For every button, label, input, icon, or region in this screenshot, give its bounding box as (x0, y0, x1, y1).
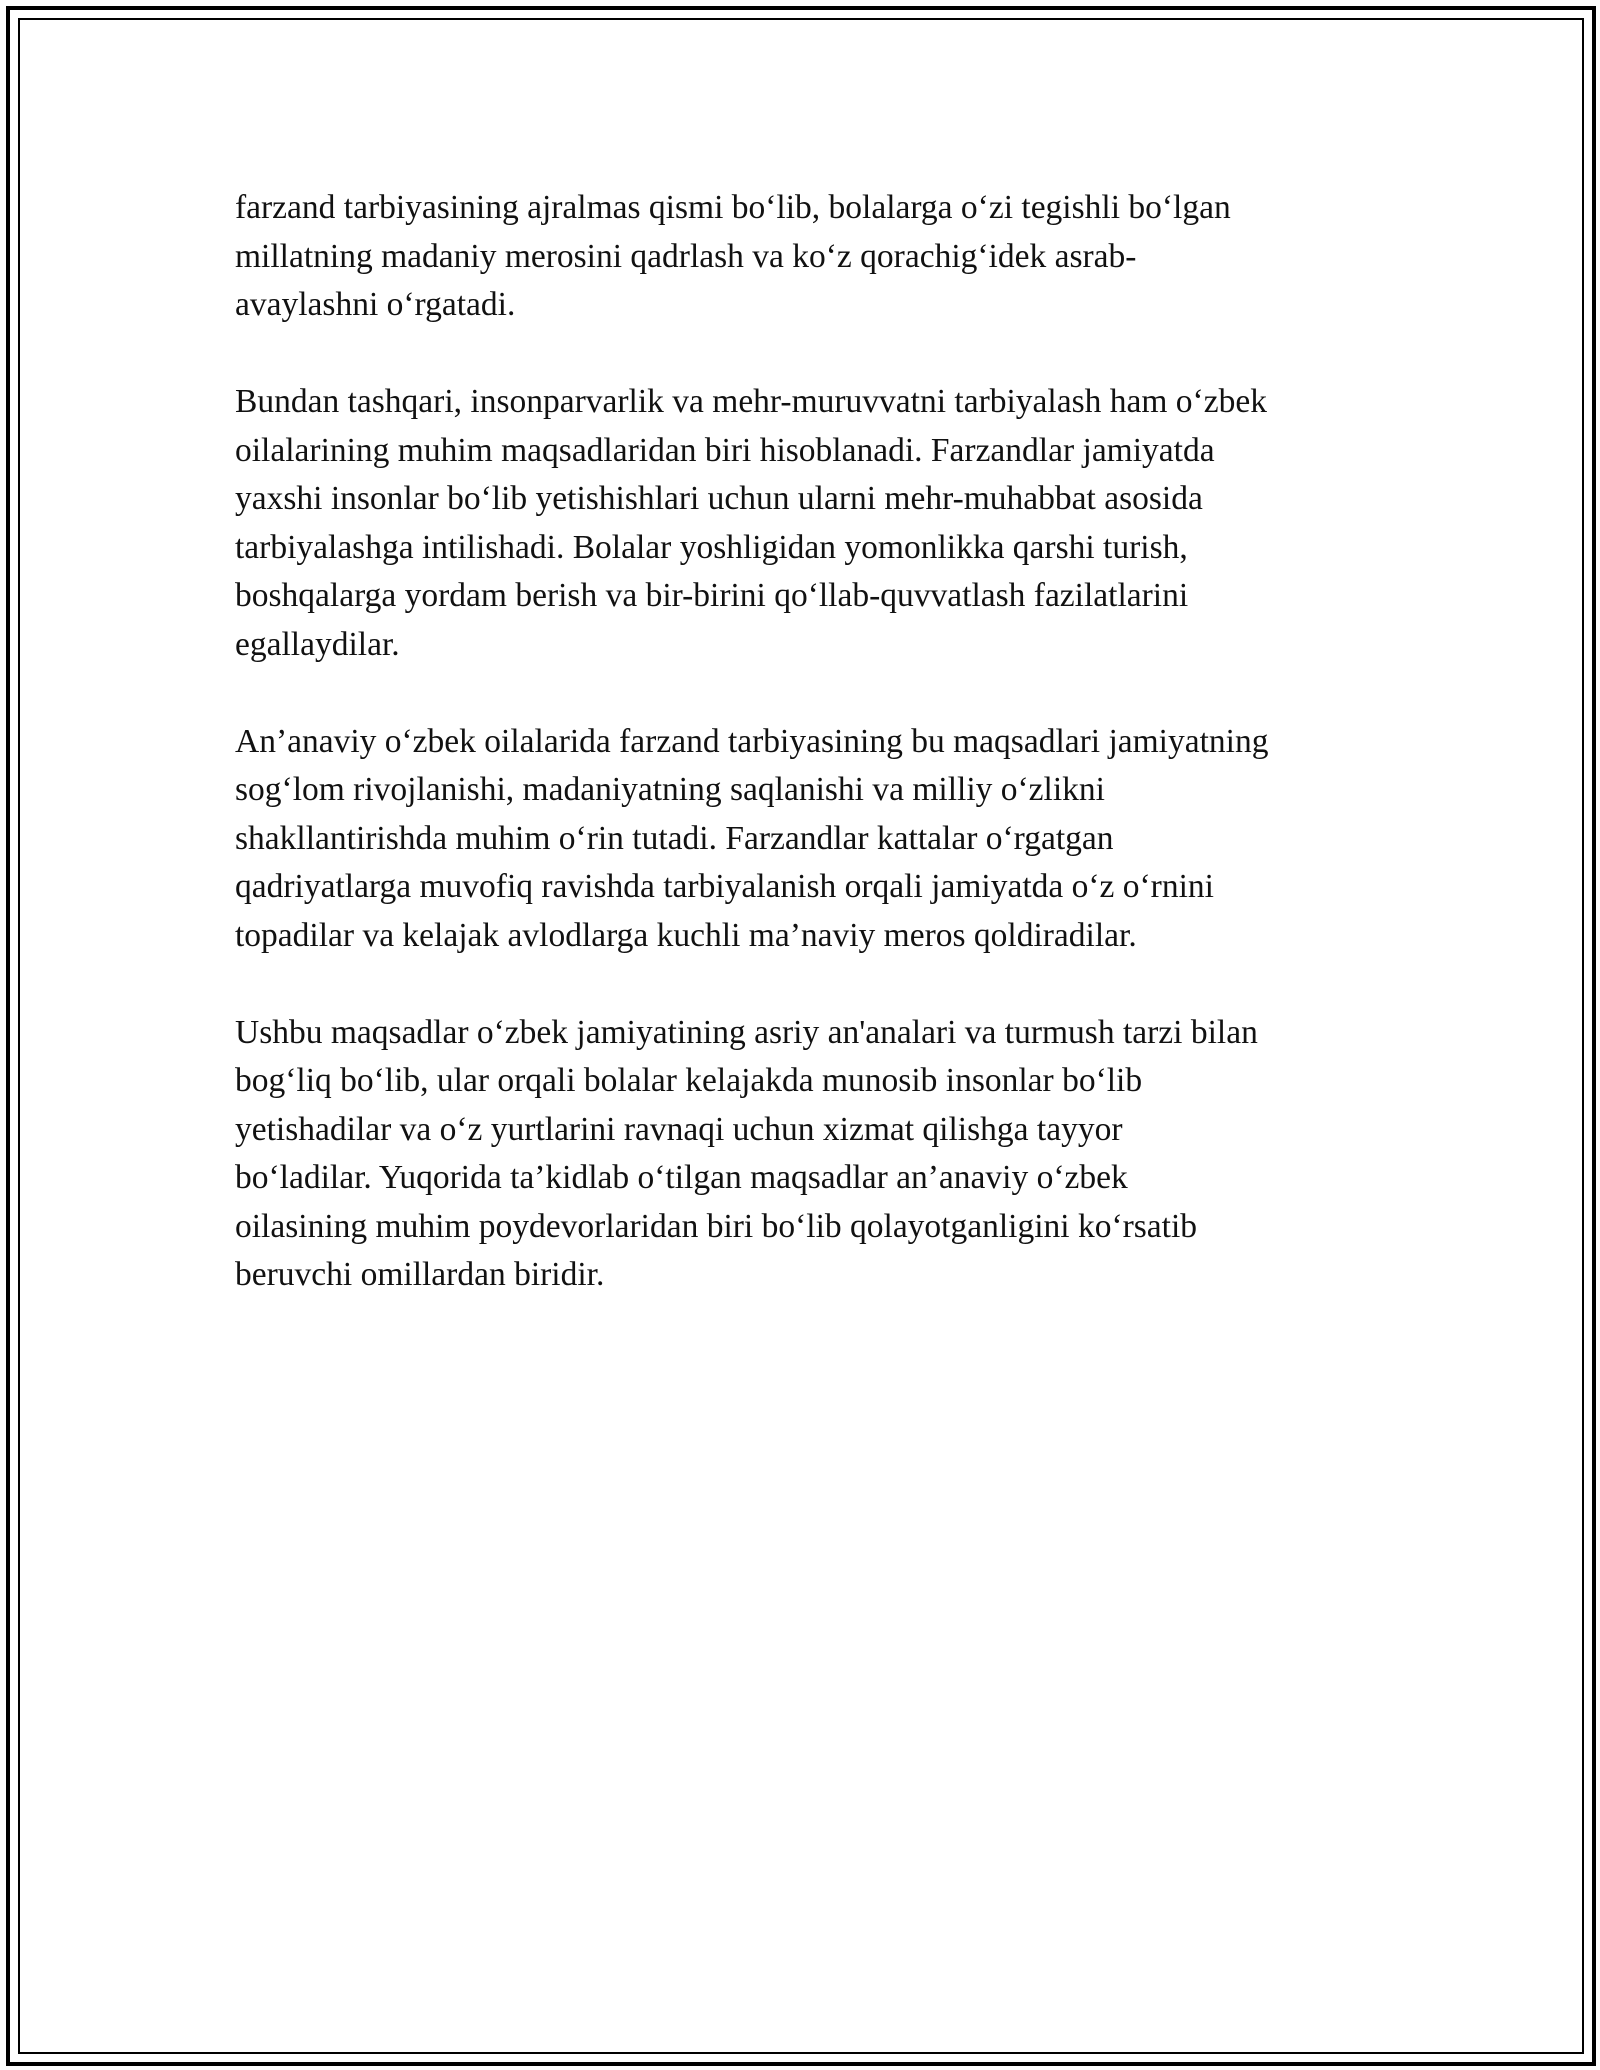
paragraph-2 (235, 378, 1375, 669)
text-line: beruvchi omillardan biridir. (235, 1256, 605, 1293)
text-line: Ushbu maqsadlar o‘zbek jamiyatining asriy an'analari va turmush tarzi bilan (235, 1013, 1258, 1051)
text-line: yaxshi insonlar bo‘lib yetishishlari uchun ularni mehr-muhabbat asosida (235, 480, 1203, 517)
text-line: yetishadilar va o‘z yurtlarini ravnaqi uchun xizmat qilishga tayyor (235, 1110, 1123, 1148)
text-line: Bundan tashqari, insonparvarlik va mehr-muruvvatni tarbiyalash ham o‘zbek (235, 383, 1267, 420)
document-body (235, 184, 1375, 1348)
text-line: avaylashni o‘rgatadi. (235, 286, 516, 323)
text-line: oilasining muhim poydevorlaridan biri bo‘lib qolayotganligini ko‘rsatib (235, 1207, 1198, 1245)
text-line: farzand tarbiyasining ajralmas qismi bo‘lib, bolalarga o‘zi tegishli bo‘lgan (235, 189, 1231, 226)
text-line: shakllantirishda muhim o‘rin tutadi. Farzandlar kattalar o‘rgatgan (235, 819, 1114, 857)
text-line: boshqalarga yordam berish va bir-birini qo‘llab-quvvatlash fazilatlarini (235, 577, 1189, 614)
text-line: bog‘liq bo‘lib, ular orqali bolalar kelajakda munosib insonlar bo‘lib (235, 1062, 1143, 1099)
paragraph-3 (235, 718, 1375, 961)
text-line: An’anaviy o‘zbek oilalarida farzand tarbiyasining bu maqsadlari jamiyatning (235, 722, 1269, 760)
paragraph-1 (235, 184, 1375, 330)
text-line: egallaydilar. (235, 625, 400, 663)
text-line: tarbiyalashga intilishadi. Bolalar yoshligidan yomonlikka qarshi turish, (235, 528, 1188, 566)
paragraph-4 (235, 1009, 1375, 1300)
text-line: oilalarining muhim maqsadlaridan biri hisoblanadi. Farzandlar jamiyatda (235, 431, 1215, 469)
text-line: millatning madaniy merosini qadrlash va ko‘z qorachig‘idek asrab- (235, 237, 1137, 275)
text-line: topadilar va kelajak avlodlarga kuchli ma’naviy meros qoldiradilar. (235, 916, 1137, 954)
text-line: bo‘ladilar. Yuqorida ta’kidlab o‘tilgan maqsadlar an’anaviy o‘zbek (235, 1159, 1128, 1196)
text-line: qadriyatlarga muvofiq ravishda tarbiyalanish orqali jamiyatda o‘z o‘rnini (235, 868, 1214, 905)
text-line: sog‘lom rivojlanishi, madaniyatning saqlanishi va milliy o‘zlikni (235, 771, 1105, 808)
